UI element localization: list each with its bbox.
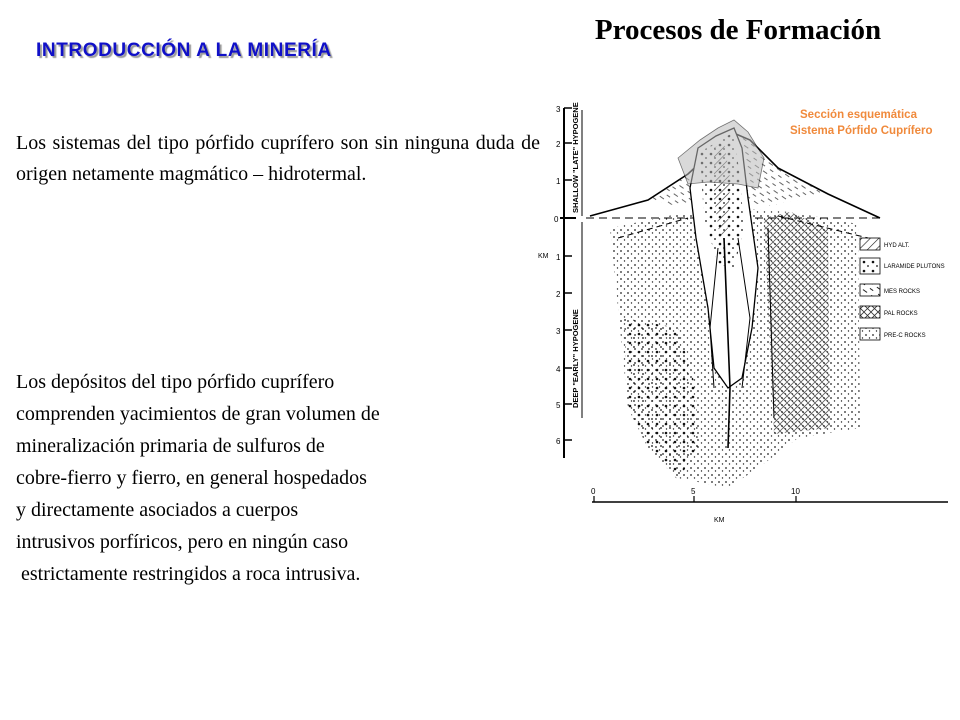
legend-label: MES ROCKS <box>884 289 921 295</box>
scale-tick: 5 <box>691 487 696 496</box>
cross-section-body <box>586 120 884 488</box>
deposits-line: mineralización primaria de sulfuros de <box>16 435 325 457</box>
scale-tick: 0 <box>591 487 596 496</box>
depth-tick: 2 <box>556 290 561 299</box>
legend-label: HYD ALT. <box>884 243 910 249</box>
intro-paragraph: Los sistemas del tipo pórfido cuprífero son sin ninguna duda de origen netamente magmático – hidrotermal. <box>16 132 540 185</box>
deposits-line: intrusivos porfíricos, pero en ningún caso <box>16 531 349 553</box>
depth-unit: KM <box>538 253 549 260</box>
depth-tick: 3 <box>556 105 561 114</box>
depth-tick: 1 <box>556 253 561 262</box>
depth-axis <box>538 102 582 458</box>
legend-label: LARAMIDE PLUTONS <box>884 264 945 270</box>
zone-shallow-label: SHALLOW "LATE" HYPOGENE <box>571 102 580 213</box>
deposits-line: Los depósitos del tipo pórfido cuprífero <box>16 371 335 393</box>
legend-swatch <box>860 284 880 296</box>
zone-deep-label: DEEP "EARLY" HYPOGENE <box>571 309 580 408</box>
deposits-line: cobre-fierro y fierro, en general hospedados <box>16 467 367 489</box>
depth-tick: 5 <box>556 401 561 410</box>
depth-tick: 6 <box>556 437 561 446</box>
diagram-caption-line1: Sección esquemática <box>800 109 917 121</box>
porphyry-cross-section <box>528 88 948 548</box>
depth-tick: 3 <box>556 327 561 336</box>
deposits-line: estrictamente restringidos a roca intrusiva. <box>16 563 361 585</box>
legend-swatch <box>860 328 880 340</box>
scale-tick: 10 <box>791 487 800 496</box>
legend-label: PRE-C ROCKS <box>884 333 926 339</box>
depth-tick: 4 <box>556 365 561 374</box>
diagram-caption-line2: Sistema Pórfido Cuprífero <box>790 125 933 137</box>
legend-swatch <box>860 238 880 250</box>
depth-tick: 0 <box>554 215 559 224</box>
legend-swatch <box>860 306 880 318</box>
deposits-line: y directamente asociados a cuerpos <box>16 499 299 521</box>
depth-tick: 1 <box>556 177 561 186</box>
legend-swatch <box>860 258 880 274</box>
deposits-paragraph <box>16 366 526 590</box>
slide-title: Procesos de Formación <box>594 14 882 46</box>
horizontal-scale <box>591 487 948 524</box>
diagram-legend <box>860 238 945 340</box>
legend-label: PAL ROCKS <box>884 311 918 317</box>
section-heading: INTRODUCCIÓN A LA MINERÍA <box>36 40 332 61</box>
deposits-line: comprenden yacimientos de gran volumen de <box>16 403 380 425</box>
scale-unit: KM <box>714 517 725 524</box>
depth-tick: 2 <box>556 140 561 149</box>
